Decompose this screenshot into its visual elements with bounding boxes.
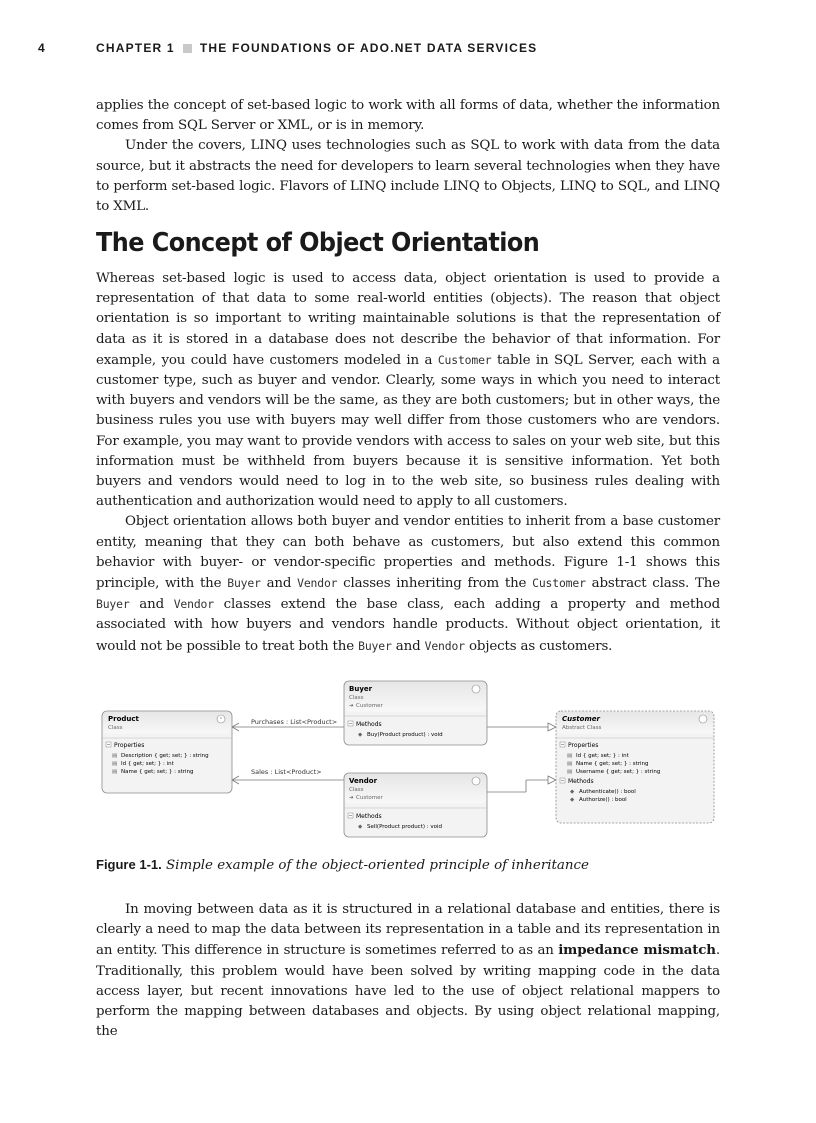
term-impedance-mismatch: impedance mismatch	[558, 942, 716, 959]
section-text	[96, 269, 720, 657]
intro-text	[96, 96, 720, 217]
vendor-kind: Class	[349, 787, 364, 793]
customer-method-2: Authorize() : bool	[579, 797, 627, 803]
buyer-name: Buyer	[349, 685, 373, 693]
purchases-label: Purchases : List<Product>	[251, 718, 338, 726]
running-head	[96, 41, 537, 55]
collapse-icon	[699, 715, 707, 723]
association-purchases	[232, 718, 344, 731]
vendor-name: Vendor	[349, 777, 378, 785]
method-icon: ◆	[358, 824, 363, 830]
product-prop-3: Name { get; set; } : string	[121, 769, 194, 775]
property-icon: ▤	[112, 769, 118, 775]
text-run: table in SQL Server, each with a customer type, such as buyer and vendor. Clearly, some ways in which you need to interact with buyers and vendors will be the same, as they are both customers; but in other ways, the business rules you use with buyers may well differ from those customers who are vendors. For example, you may want to provide vendors with access to sales on your web site, but this information must be withheld from buyers because it is sensitive information. Yet both buyers and vendors would need to log in to the web site, so business rules dealing with authentication and authorization would need to apply to all customers.	[96, 352, 720, 510]
code-run: Buyer	[358, 638, 392, 653]
text-run: abstract class. The	[585, 576, 720, 592]
inheritance-vendor	[487, 776, 556, 792]
class-diagram-figure	[96, 676, 720, 842]
collapse-chevron-icon: ⌃	[218, 717, 224, 723]
page-number: 4	[38, 41, 46, 55]
chapter-title: THE FOUNDATIONS OF ADO.NET DATA SERVICES	[199, 41, 538, 55]
text-run: objects as customers.	[464, 638, 613, 654]
text-run: classes extend the base class, each adding a property and method associated with how buyers and vendors handle products. Without object orientation, it would not be possible to treat both the	[96, 597, 721, 654]
section-paragraph-2	[96, 512, 720, 656]
vendor-parent: Customer	[356, 795, 383, 801]
customer-method-1: Authenticate() : bool	[579, 789, 636, 795]
vendor-section: Methods	[356, 813, 382, 820]
text-run: Whereas set-based logic is used to access data, object orientation is used to provide a representation of that data to some real-world entities (objects). The reason that object orientation is so important to writing maintainable solutions is that the representation of data as it is stored in a database does not describe the behavior of that information. For example, you could have customers modeled in a	[96, 271, 720, 368]
buyer-method: Buy(Product product) : void	[367, 732, 443, 738]
property-icon: ▤	[112, 753, 118, 759]
customer-prop-3: Username { get; set; } : string	[576, 769, 661, 775]
product-kind: Class	[108, 725, 123, 731]
text-run: classes inheriting from the	[337, 576, 533, 592]
customer-prop-1: Id { get; set; } : int	[576, 753, 629, 759]
code-run: Vendor	[173, 597, 214, 612]
closing-paragraph	[96, 900, 720, 1042]
section-heading: The Concept of Object Orientation	[96, 228, 540, 258]
figure-caption	[96, 857, 589, 873]
product-name: Product	[108, 715, 139, 723]
buyer-kind: Class	[349, 695, 364, 701]
product-class-box	[102, 711, 232, 793]
customer-kind: Abstract Class	[562, 725, 602, 731]
code-run: Vendor	[424, 638, 465, 653]
code-run: Customer	[532, 576, 586, 591]
customer-prop-2: Name { get; set; } : string	[576, 761, 649, 767]
collapse-icon	[472, 777, 480, 785]
vendor-method: Sell(Product product) : void	[367, 824, 442, 830]
separator-square-icon	[183, 44, 192, 53]
product-prop-1: Description { get; set; } : string	[121, 753, 209, 759]
buyer-section: Methods	[356, 721, 382, 728]
product-prop-2: Id { get; set; } : int	[121, 761, 174, 767]
section-paragraph-1	[96, 269, 720, 512]
inherits-arrow-icon: ➔	[349, 703, 354, 709]
method-icon: ◆	[358, 732, 363, 738]
inheritance-buyer	[487, 723, 556, 731]
method-icon: ◆	[570, 789, 575, 795]
product-section: Properties	[114, 742, 145, 749]
customer-props-section: Properties	[568, 742, 599, 749]
figure-label: Figure 1-1.	[96, 857, 162, 872]
intro-paragraph-2: Under the covers, LINQ uses technologies such as SQL to work with data from the data source, but it abstracts the need for developers to learn several technologies when they have to perform set-based logic. Flavors of LINQ include LINQ to Objects, LINQ to SQL, and LINQ to XML.	[96, 138, 720, 215]
property-icon: ▤	[567, 761, 573, 767]
text-run: . Traditionally, this problem would have been solved by writing mapping code in the data access layer, but recent innovations have led to the use of object relational mappers to perform the mapping between databases and objects. By using object relational mapping, the	[96, 943, 720, 1040]
class-diagram	[96, 676, 720, 842]
code-run: Buyer	[96, 597, 130, 612]
property-icon: ▤	[112, 761, 118, 767]
text-run: In moving between data as it is structured in a relational database and entities, there is clearly a need to map the data between its representation in a table and its representation in an entity. This difference in structure is sometimes referred to as an	[96, 902, 720, 959]
collapse-icon	[472, 685, 480, 693]
figure-caption-text: Simple example of the object-oriented principle of inheritance	[161, 858, 589, 873]
code-run: Customer	[437, 352, 492, 367]
customer-name: Customer	[562, 715, 600, 723]
text-run: and	[391, 638, 425, 654]
vendor-class-box	[344, 773, 487, 837]
chapter-label: CHAPTER 1	[96, 41, 175, 55]
association-sales	[232, 768, 344, 784]
customer-class-box	[556, 711, 714, 823]
intro-paragraph-1: applies the concept of set-based logic to work with all forms of data, whether the information comes from SQL Server or XML, or is in memory.	[96, 98, 720, 134]
property-icon: ▤	[567, 769, 573, 775]
buyer-parent: Customer	[356, 703, 383, 709]
text-run: and	[260, 576, 298, 592]
code-run: Buyer	[227, 576, 261, 591]
sales-label: Sales : List<Product>	[251, 768, 322, 776]
buyer-class-box	[344, 681, 487, 745]
closing-text	[96, 900, 720, 1042]
customer-methods-section: Methods	[568, 778, 594, 785]
property-icon: ▤	[567, 753, 573, 759]
inherits-arrow-icon: ➔	[349, 795, 354, 801]
method-icon: ◆	[570, 797, 575, 803]
text-run: and	[129, 597, 174, 613]
text-run: Object orientation allows both buyer and vendor entities to inherit from a base customer entity, meaning that they can both behave as customers, but also extend this common behavior with buyer- or vendor-specific properties and methods. Figure 1-1 shows this principle, with the	[96, 514, 720, 592]
code-run: Vendor	[297, 576, 338, 591]
